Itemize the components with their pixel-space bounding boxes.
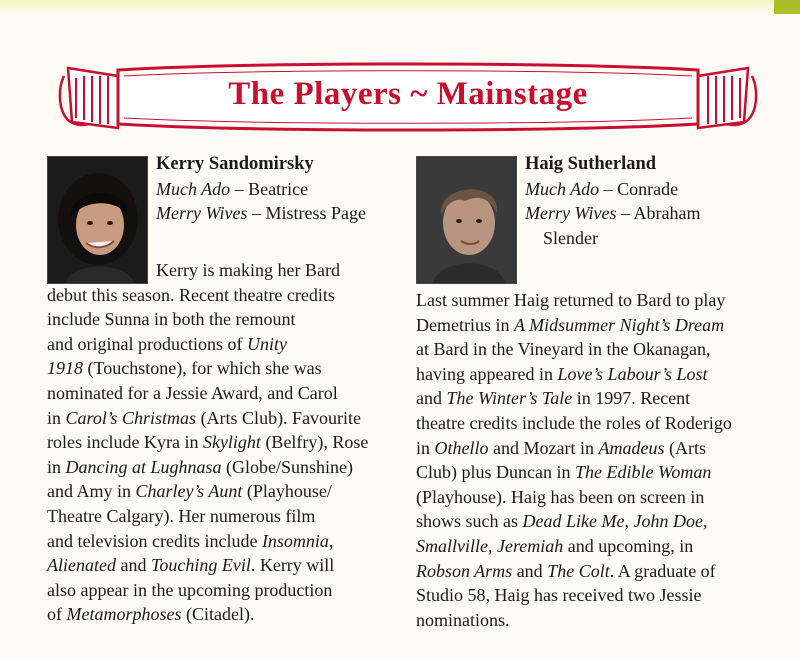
bio-line bbox=[47, 332, 387, 357]
bio-text: (Belfry), Rose bbox=[260, 432, 369, 453]
bio-text: of bbox=[47, 604, 67, 625]
bio-text: (Arts Club). Favourite bbox=[196, 407, 362, 428]
bio-line bbox=[47, 356, 387, 381]
title-text: Unity bbox=[246, 333, 287, 354]
player-header bbox=[156, 152, 366, 226]
bio-text: include Sunna in both the remount bbox=[47, 309, 296, 330]
bio-line bbox=[416, 608, 776, 633]
bio-text: and bbox=[416, 388, 447, 409]
bio-line bbox=[47, 406, 387, 431]
bio-text: theatre credits include the roles of Roderigo bbox=[416, 412, 732, 433]
role-line: Merry Wives – Mistress Page bbox=[156, 203, 366, 224]
bio-text: Club) plus Duncan in bbox=[416, 462, 575, 483]
bio-line bbox=[47, 602, 387, 627]
bio-line bbox=[416, 559, 776, 584]
bio-line bbox=[416, 460, 776, 485]
bio-text: debut this season. Recent theatre credits bbox=[47, 284, 335, 305]
bio-text: (Playhouse/ bbox=[242, 481, 332, 502]
bio-text: (Touchstone), for which she was bbox=[83, 358, 322, 379]
bio-line bbox=[416, 411, 776, 436]
bio-line bbox=[47, 455, 387, 480]
title-text: The Winter’s Tale bbox=[446, 388, 573, 409]
bio-text: and bbox=[115, 555, 151, 576]
bio-text: (Globe/Sunshine) bbox=[221, 456, 354, 477]
bio-text: and bbox=[512, 560, 548, 581]
title-text: 1918 bbox=[47, 358, 83, 379]
player-bio bbox=[47, 258, 387, 627]
bio-text: nominated for a Jessie Award, and Carol bbox=[47, 382, 338, 403]
bio-line bbox=[47, 479, 387, 504]
title-text: Love’s Labour’s Lost bbox=[557, 363, 708, 384]
bio-line bbox=[416, 534, 776, 559]
bio-line bbox=[47, 578, 387, 603]
bio-line bbox=[416, 362, 776, 387]
banner bbox=[58, 58, 758, 138]
bio-text: Kerry is making her Bard bbox=[156, 260, 340, 280]
bio-text: . Kerry will bbox=[250, 555, 335, 576]
title-text: Amadeus bbox=[598, 437, 665, 458]
bio-line bbox=[47, 381, 387, 406]
bio-text: nominations. bbox=[416, 609, 510, 630]
bio-text: Last summer Haig returned to Bard to play bbox=[416, 290, 726, 310]
bio-line bbox=[47, 430, 387, 455]
bio-line bbox=[416, 313, 776, 338]
bio-text: (Playhouse). Haig has been on screen in bbox=[416, 486, 705, 507]
title-text: Smallville, Jeremiah bbox=[416, 535, 564, 556]
role-line: Much Ado – Conrade bbox=[525, 178, 679, 199]
bio-text: and Amy in bbox=[47, 481, 136, 502]
role-line: Much Ado – Beatrice bbox=[156, 178, 309, 199]
bio-text: in bbox=[47, 407, 66, 428]
bio-text: . A graduate of bbox=[609, 560, 716, 581]
title-text: Insomnia bbox=[261, 530, 329, 551]
player-name: Kerry Sandomirsky bbox=[156, 154, 314, 174]
bio-text: roles include Kyra in bbox=[47, 432, 203, 453]
player-header bbox=[525, 152, 700, 250]
bio-text: Demetrius in bbox=[416, 314, 514, 335]
title-text: Metamorphoses bbox=[66, 604, 182, 625]
bio-line bbox=[47, 504, 387, 529]
bio-line bbox=[47, 258, 387, 283]
bio-line bbox=[416, 583, 776, 608]
bio-text: in 1997. Recent bbox=[572, 388, 691, 409]
corner-accent bbox=[774, 0, 800, 14]
title-text: Skylight bbox=[202, 432, 261, 453]
bio-text: shows such as bbox=[416, 511, 523, 532]
title-text: Carol’s Christmas bbox=[65, 407, 197, 428]
bio-line bbox=[47, 283, 387, 308]
headshot-photo bbox=[416, 156, 517, 284]
bio-text: also appear in the upcoming production bbox=[47, 579, 333, 600]
title-text: Alienated bbox=[47, 555, 116, 576]
bio-text: Studio 58, Haig has received two Jessie bbox=[416, 585, 702, 606]
bio-line bbox=[416, 509, 776, 534]
title-text: Robson Arms bbox=[416, 560, 513, 581]
role-line: Slender bbox=[543, 227, 598, 248]
bio-line bbox=[416, 436, 776, 461]
title-text: The Colt bbox=[547, 560, 610, 581]
bio-text: , bbox=[328, 530, 334, 551]
bio-text: and Mozart in bbox=[488, 437, 599, 458]
bio-text: and television credits include bbox=[47, 530, 262, 551]
bio-line bbox=[416, 386, 776, 411]
title-text: The Edible Woman bbox=[575, 462, 712, 483]
title-text: Charley’s Aunt bbox=[135, 481, 243, 502]
bio-line bbox=[416, 288, 776, 313]
bio-line bbox=[416, 337, 776, 362]
title-text: Dancing at Lughnasa bbox=[65, 456, 222, 477]
bio-text: and original productions of bbox=[47, 333, 247, 354]
bio-text: Theatre Calgary). Her numerous film bbox=[47, 505, 316, 526]
player-name: Haig Sutherland bbox=[525, 154, 657, 174]
bio-text: (Arts bbox=[664, 437, 706, 458]
bio-text: in bbox=[47, 456, 66, 477]
bio-text: in bbox=[416, 437, 435, 458]
title-text: Dead Like Me, John Doe, bbox=[522, 511, 708, 532]
player-bio bbox=[416, 288, 776, 632]
bio-line bbox=[47, 307, 387, 332]
title-text: Othello bbox=[434, 437, 489, 458]
bio-line bbox=[47, 553, 387, 578]
role-line: Merry Wives – Abraham bbox=[525, 203, 701, 224]
bio-line bbox=[47, 529, 387, 554]
bio-text: (Citadel). bbox=[181, 604, 255, 625]
bio-text: at Bard in the Vineyard in the Okanagan, bbox=[416, 339, 711, 360]
banner-title: The Players ~ Mainstage bbox=[228, 76, 588, 112]
bio-line bbox=[416, 485, 776, 510]
bio-text: and upcoming, in bbox=[563, 535, 694, 556]
top-stripe bbox=[0, 0, 800, 14]
title-text: Touching Evil bbox=[150, 555, 251, 576]
bio-text: having appeared in bbox=[416, 363, 558, 384]
title-text: A Midsummer Night’s Dream bbox=[513, 314, 725, 335]
